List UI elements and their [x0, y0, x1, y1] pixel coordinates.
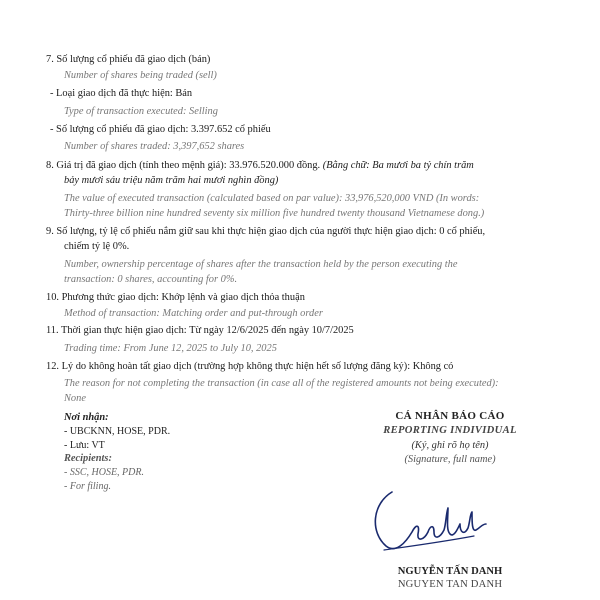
handwritten-signature [362, 484, 492, 564]
item-7-sub1-vn: - Loại giao dịch đã thực hiện: Bán [50, 88, 193, 99]
item-10-vn: 10. Phương thức giao dịch: Khớp lệnh và giao dịch thỏa thuận [46, 292, 305, 303]
reporter-block [330, 410, 570, 465]
reporter-title-en: REPORTING INDIVIDUAL [383, 425, 517, 436]
item-8-en-line2: Thirty-three billion nine hundred seventy six million five hundred twenty thousand Vietnamese dong.) [64, 208, 485, 219]
recipient-line-en: - SSC, HOSE, PDR. [64, 467, 144, 478]
item-11-vn: 11. Thời gian thực hiện giao dịch: Từ ngày 12/6/2025 đến ngày 10/7/2025 [46, 325, 354, 336]
item-9-vn-line1: 9. Số lượng, tỷ lệ cổ phiếu nắm giữ sau khi thực hiện giao dịch của người thực hiện giao dịch: 0 cổ phiếu, [46, 226, 486, 237]
item-11-en: Trading time: From June 12, 2025 to July 10, 2025 [64, 343, 277, 354]
item-7-en: Number of shares being traded (sell) [64, 70, 217, 81]
item-8-vn-words: (Bằng chữ: Ba mươi ba tỷ chín trăm [322, 160, 474, 171]
item-7-vn: 7. Số lượng cổ phiếu đã giao dịch (bán) [46, 54, 211, 65]
item-9-en-line1: Number, ownership percentage of shares after the transaction held by the person executing the [64, 259, 458, 270]
item-7-sub2-vn: - Số lượng cổ phiếu đã giao dịch: 3.397.652 cổ phiếu [50, 124, 271, 135]
item-12-en-line2: None [64, 393, 86, 404]
recipients-heading-vn: Nơi nhận: [64, 412, 109, 423]
recipients-heading-en: Recipients: [64, 453, 112, 464]
recipient-line: - UBCKNN, HOSE, PDR. [64, 426, 171, 437]
item-8-en-line1: The value of executed transaction (calculated based on par value): 33,976,520,000 VND (In words: [64, 193, 480, 204]
item-8-vn-text: 8. Giá trị đã giao dịch (tính theo mệnh giá): 33.976.520.000 đồng. [46, 160, 323, 171]
item-7-sub2-en: Number of shares traded: 3,397,652 shares [64, 141, 245, 152]
item-8-vn-line2: bảy mươi sáu triệu năm trăm hai mươi nghìn đồng) [64, 175, 279, 186]
item-9-vn-line2: chiếm tỷ lệ 0%. [64, 241, 130, 252]
item-7-sub1-en: Type of transaction executed: Selling [64, 106, 218, 117]
reporter-name-vn: NGUYỄN TẤN DANH [397, 566, 503, 577]
item-8-vn-line1 [46, 160, 474, 171]
recipients-block [64, 412, 170, 492]
reporter-sign-note-en: (Signature, full name) [404, 454, 496, 465]
reporter-name-block [330, 566, 570, 590]
item-9-en-line2: transaction: 0 shares, accounting for 0%. [64, 274, 238, 285]
recipient-line: - Lưu: VT [64, 440, 105, 451]
recipient-line-en: - For filing. [64, 481, 111, 492]
item-12-vn: 12. Lý do không hoàn tất giao dịch (trường hợp không thực hiện hết số lượng đăng ký): Không có [46, 361, 454, 372]
reporter-sign-note-vn: (Ký, ghi rõ họ tên) [411, 440, 489, 451]
item-10-en: Method of transaction: Matching order and put-through order [64, 308, 323, 319]
reporter-title-vn: CÁ NHÂN BÁO CÁO [395, 410, 505, 422]
reporter-name-en: NGUYEN TAN DANH [397, 579, 503, 590]
item-12-en-line1: The reason for not completing the transaction (in case all of the registered amounts not being executed): [64, 378, 499, 389]
